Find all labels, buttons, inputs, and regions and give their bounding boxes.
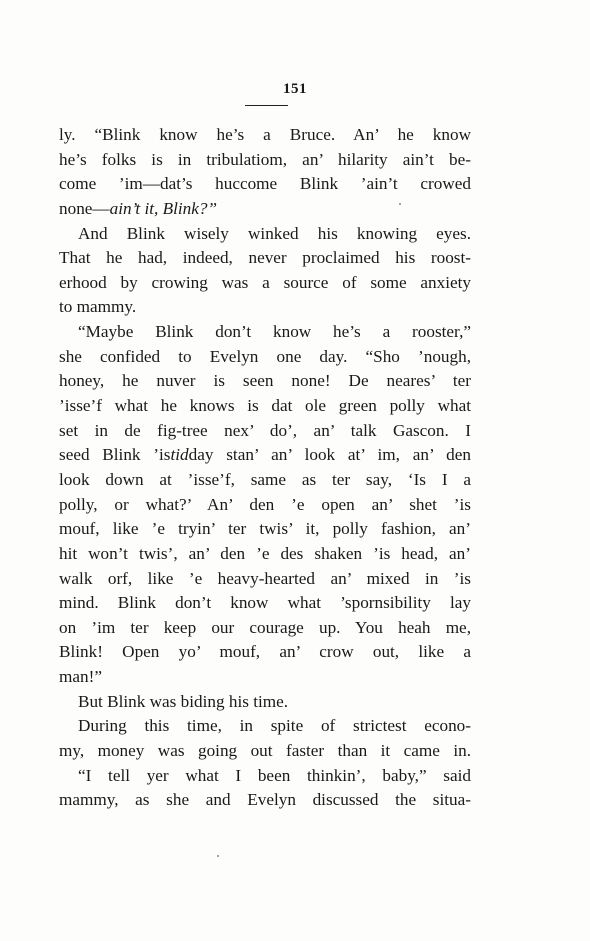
text-line bbox=[59, 271, 471, 296]
text-line bbox=[59, 295, 471, 320]
text-line bbox=[59, 123, 471, 148]
text-run: she confided to Evelyn one day. “Sho ’nough, bbox=[59, 346, 471, 366]
text-line bbox=[59, 493, 471, 518]
text-line bbox=[59, 148, 471, 173]
text-run: he’s folks is in tribulatiom, an’ hilarity ain’t be- bbox=[59, 149, 471, 169]
text-run: seed Blink ’is bbox=[59, 445, 171, 465]
text-run: mammy, as she and Evelyn discussed the situa- bbox=[59, 790, 471, 810]
text-run: none— bbox=[59, 198, 110, 218]
text-line bbox=[59, 764, 471, 789]
text-line bbox=[59, 345, 471, 370]
text-run: “I tell yer what I been thinkin’, baby,” said bbox=[78, 765, 471, 785]
text-run: “Maybe Blink don’t know he’s a rooster,” bbox=[78, 322, 471, 342]
text-line bbox=[59, 197, 471, 222]
text-line bbox=[59, 542, 471, 567]
text-line bbox=[59, 222, 471, 247]
text-run: That he had, indeed, never proclaimed his roost- bbox=[59, 248, 471, 268]
text-line bbox=[59, 739, 471, 764]
text-run: During this time, in spite of strictest econo- bbox=[78, 716, 471, 736]
text-line bbox=[59, 419, 471, 444]
text-run: mind. Blink don’t know what ’spornsibility lay bbox=[59, 593, 471, 613]
text-run: ly. “Blink know he’s a Bruce. An’ he know bbox=[59, 125, 471, 144]
text-run: And Blink wisely winked his knowing eyes. bbox=[78, 223, 471, 243]
text-line bbox=[59, 640, 471, 665]
text-run: come ’im—dat’s huccome Blink ’ain’t crowed bbox=[59, 174, 471, 194]
text-line bbox=[59, 567, 471, 592]
text-line bbox=[59, 714, 471, 739]
text-line bbox=[59, 369, 471, 394]
text-run: my, money was going out faster than it came in. bbox=[59, 741, 471, 761]
text-line bbox=[59, 690, 471, 715]
text-run: look down at ’isse’f, same as ter say, ‘Is I a bbox=[59, 469, 471, 489]
text-run: mouf, like ’e tryin’ ter twis’ it, polly fashion, an’ bbox=[59, 519, 471, 539]
text-run: walk orf, like ’e heavy-hearted an’ mixed in ’is bbox=[59, 568, 471, 588]
text-run: on ’im ter keep our courage up. You heah me, bbox=[59, 617, 471, 637]
text-run: ’isse’f what he knows is dat ole green polly what bbox=[59, 396, 471, 416]
italic-run: tid bbox=[170, 445, 189, 465]
text-run: man!” bbox=[59, 667, 102, 687]
text-line bbox=[59, 788, 471, 813]
text-run: But Blink was biding his time. bbox=[78, 691, 289, 711]
text-line bbox=[59, 394, 471, 419]
paper-speck bbox=[217, 855, 219, 857]
text-run: to mammy. bbox=[59, 297, 137, 317]
text-run: polly, or what?’ An’ den ’e open an’ shet ’is bbox=[59, 494, 471, 514]
text-line bbox=[59, 320, 471, 345]
text-line bbox=[59, 443, 471, 468]
text-line bbox=[59, 616, 471, 641]
text-line bbox=[59, 665, 471, 690]
page-number: 151 bbox=[283, 81, 307, 97]
paper-speck bbox=[399, 203, 401, 205]
text-run: hit won’t twis’, an’ den ’e des shaken ’is head, an’ bbox=[59, 543, 471, 563]
text-run: erhood by crowing was a source of some anxiety bbox=[59, 272, 471, 292]
italic-run: ain’t it, Blink?” bbox=[109, 198, 218, 218]
text-line bbox=[59, 172, 471, 197]
text-run: Blink! Open yo’ mouf, an’ crow out, like a bbox=[59, 642, 471, 662]
text-line bbox=[59, 246, 471, 271]
text-line bbox=[59, 517, 471, 542]
text-line bbox=[59, 591, 471, 616]
text-run: set in de fig-tree nex’ do’, an’ talk Gascon. I bbox=[59, 420, 471, 440]
body-text bbox=[59, 123, 471, 813]
page-number-rule bbox=[245, 105, 288, 106]
text-run: honey, he nuver is seen none! De neares’ ter bbox=[59, 371, 471, 391]
text-line bbox=[59, 468, 471, 493]
text-run: day stan’ an’ look at’ im, an’ den bbox=[188, 445, 472, 465]
